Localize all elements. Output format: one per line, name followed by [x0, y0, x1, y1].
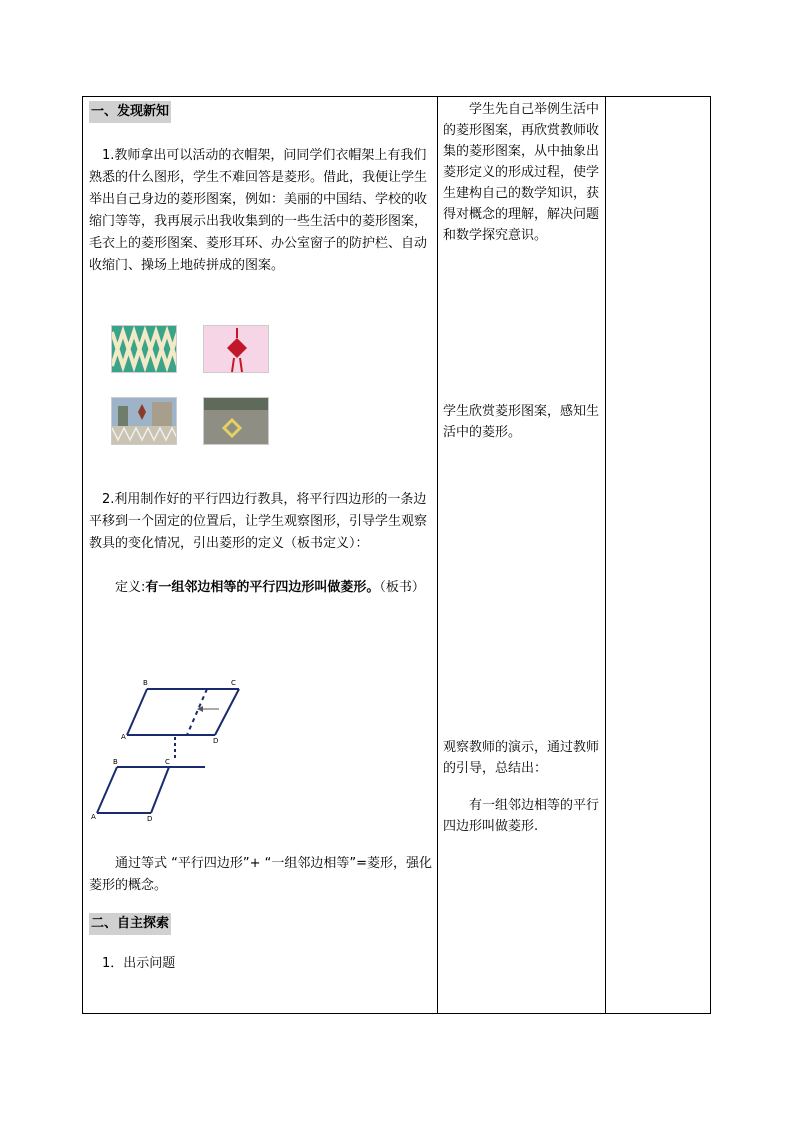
column-divider-1	[437, 97, 438, 1013]
photo-chinese-knot	[203, 325, 269, 373]
teaching-process-continued	[89, 489, 435, 599]
lower-right-edge	[151, 767, 169, 813]
paragraph-2: 2.利用制作好的平行四边行教具，将平行四边形的一条边平移到一个固定的位置后，让学生观察图形，引导学生观察教具的变化情况，引出菱形的定义（板书定义）：	[89, 492, 428, 551]
definition-suffix: （板书）	[379, 580, 425, 595]
label-B-lower: B	[113, 758, 118, 766]
label-D: D	[213, 737, 219, 745]
label-C: C	[231, 679, 236, 687]
note-3-text: 观察教师的演示，通过教师的引导，总结出：	[443, 740, 600, 776]
right-edge	[215, 689, 239, 735]
left-edge	[127, 689, 147, 735]
photo-retractable-gate	[111, 397, 177, 445]
parallelogram-diagram	[91, 675, 241, 825]
definition-prefix: 定义:	[115, 580, 146, 595]
label-A: A	[121, 733, 126, 741]
note-4-text: 有一组邻边相等的平行四边形叫做菱形.	[443, 798, 600, 834]
lesson-table	[82, 96, 711, 1014]
student-activity-note-1	[443, 99, 607, 246]
definition-line	[89, 577, 435, 599]
section2-heading: 二、自主探索	[89, 913, 171, 935]
paragraph-1: 1.教师拿出可以活动的衣帽架，问同学们衣帽架上有我们熟悉的什么图形，学生不难回答是菱形。借此，我便让学生举出自己身边的菱形图案，例如：美丽的中国结、学校的收缩门等等，我再展示出我收集到的一些生活中的菱形图案，毛衣上的菱形图案、菱形耳环、办公室窗子的防护栏、自动收缩门、操场上地砖拼成的图案。	[89, 148, 428, 273]
note-2-text: 学生欣赏菱形图案，感知生活中的菱形。	[443, 404, 600, 440]
paragraph-3: 通过等式 “平行四边形”+ “一组邻边相等”=菱形，强化菱形的概念。	[89, 856, 432, 893]
photo-floor-tiles	[203, 397, 269, 445]
note-1-text: 学生先自己举例生活中的菱形图案，再欣赏教师收集的菱形图案，从中抽象出菱形定义的形成过程，使学生建构自己的数学知识，获得对概念的理解，解决问题和数学探究意识。	[443, 102, 600, 243]
teaching-process-end	[89, 853, 435, 975]
lower-left-edge	[97, 767, 117, 813]
dashed-edge	[187, 689, 207, 735]
student-activity-note-3	[443, 737, 607, 837]
label-D-lower: D	[147, 815, 153, 823]
item-1: 1．出示问题	[102, 956, 176, 971]
teaching-process-column	[89, 101, 435, 277]
label-A-lower: A	[91, 813, 96, 821]
label-B: B	[143, 679, 148, 687]
section1-heading: 一、发现新知	[89, 101, 171, 123]
student-activity-note-2	[443, 401, 607, 443]
label-C-lower: C	[165, 758, 170, 766]
photo-coat-rack	[111, 325, 177, 373]
definition-bold: 有一组邻边相等的平行四边形叫做菱形。	[145, 580, 380, 595]
